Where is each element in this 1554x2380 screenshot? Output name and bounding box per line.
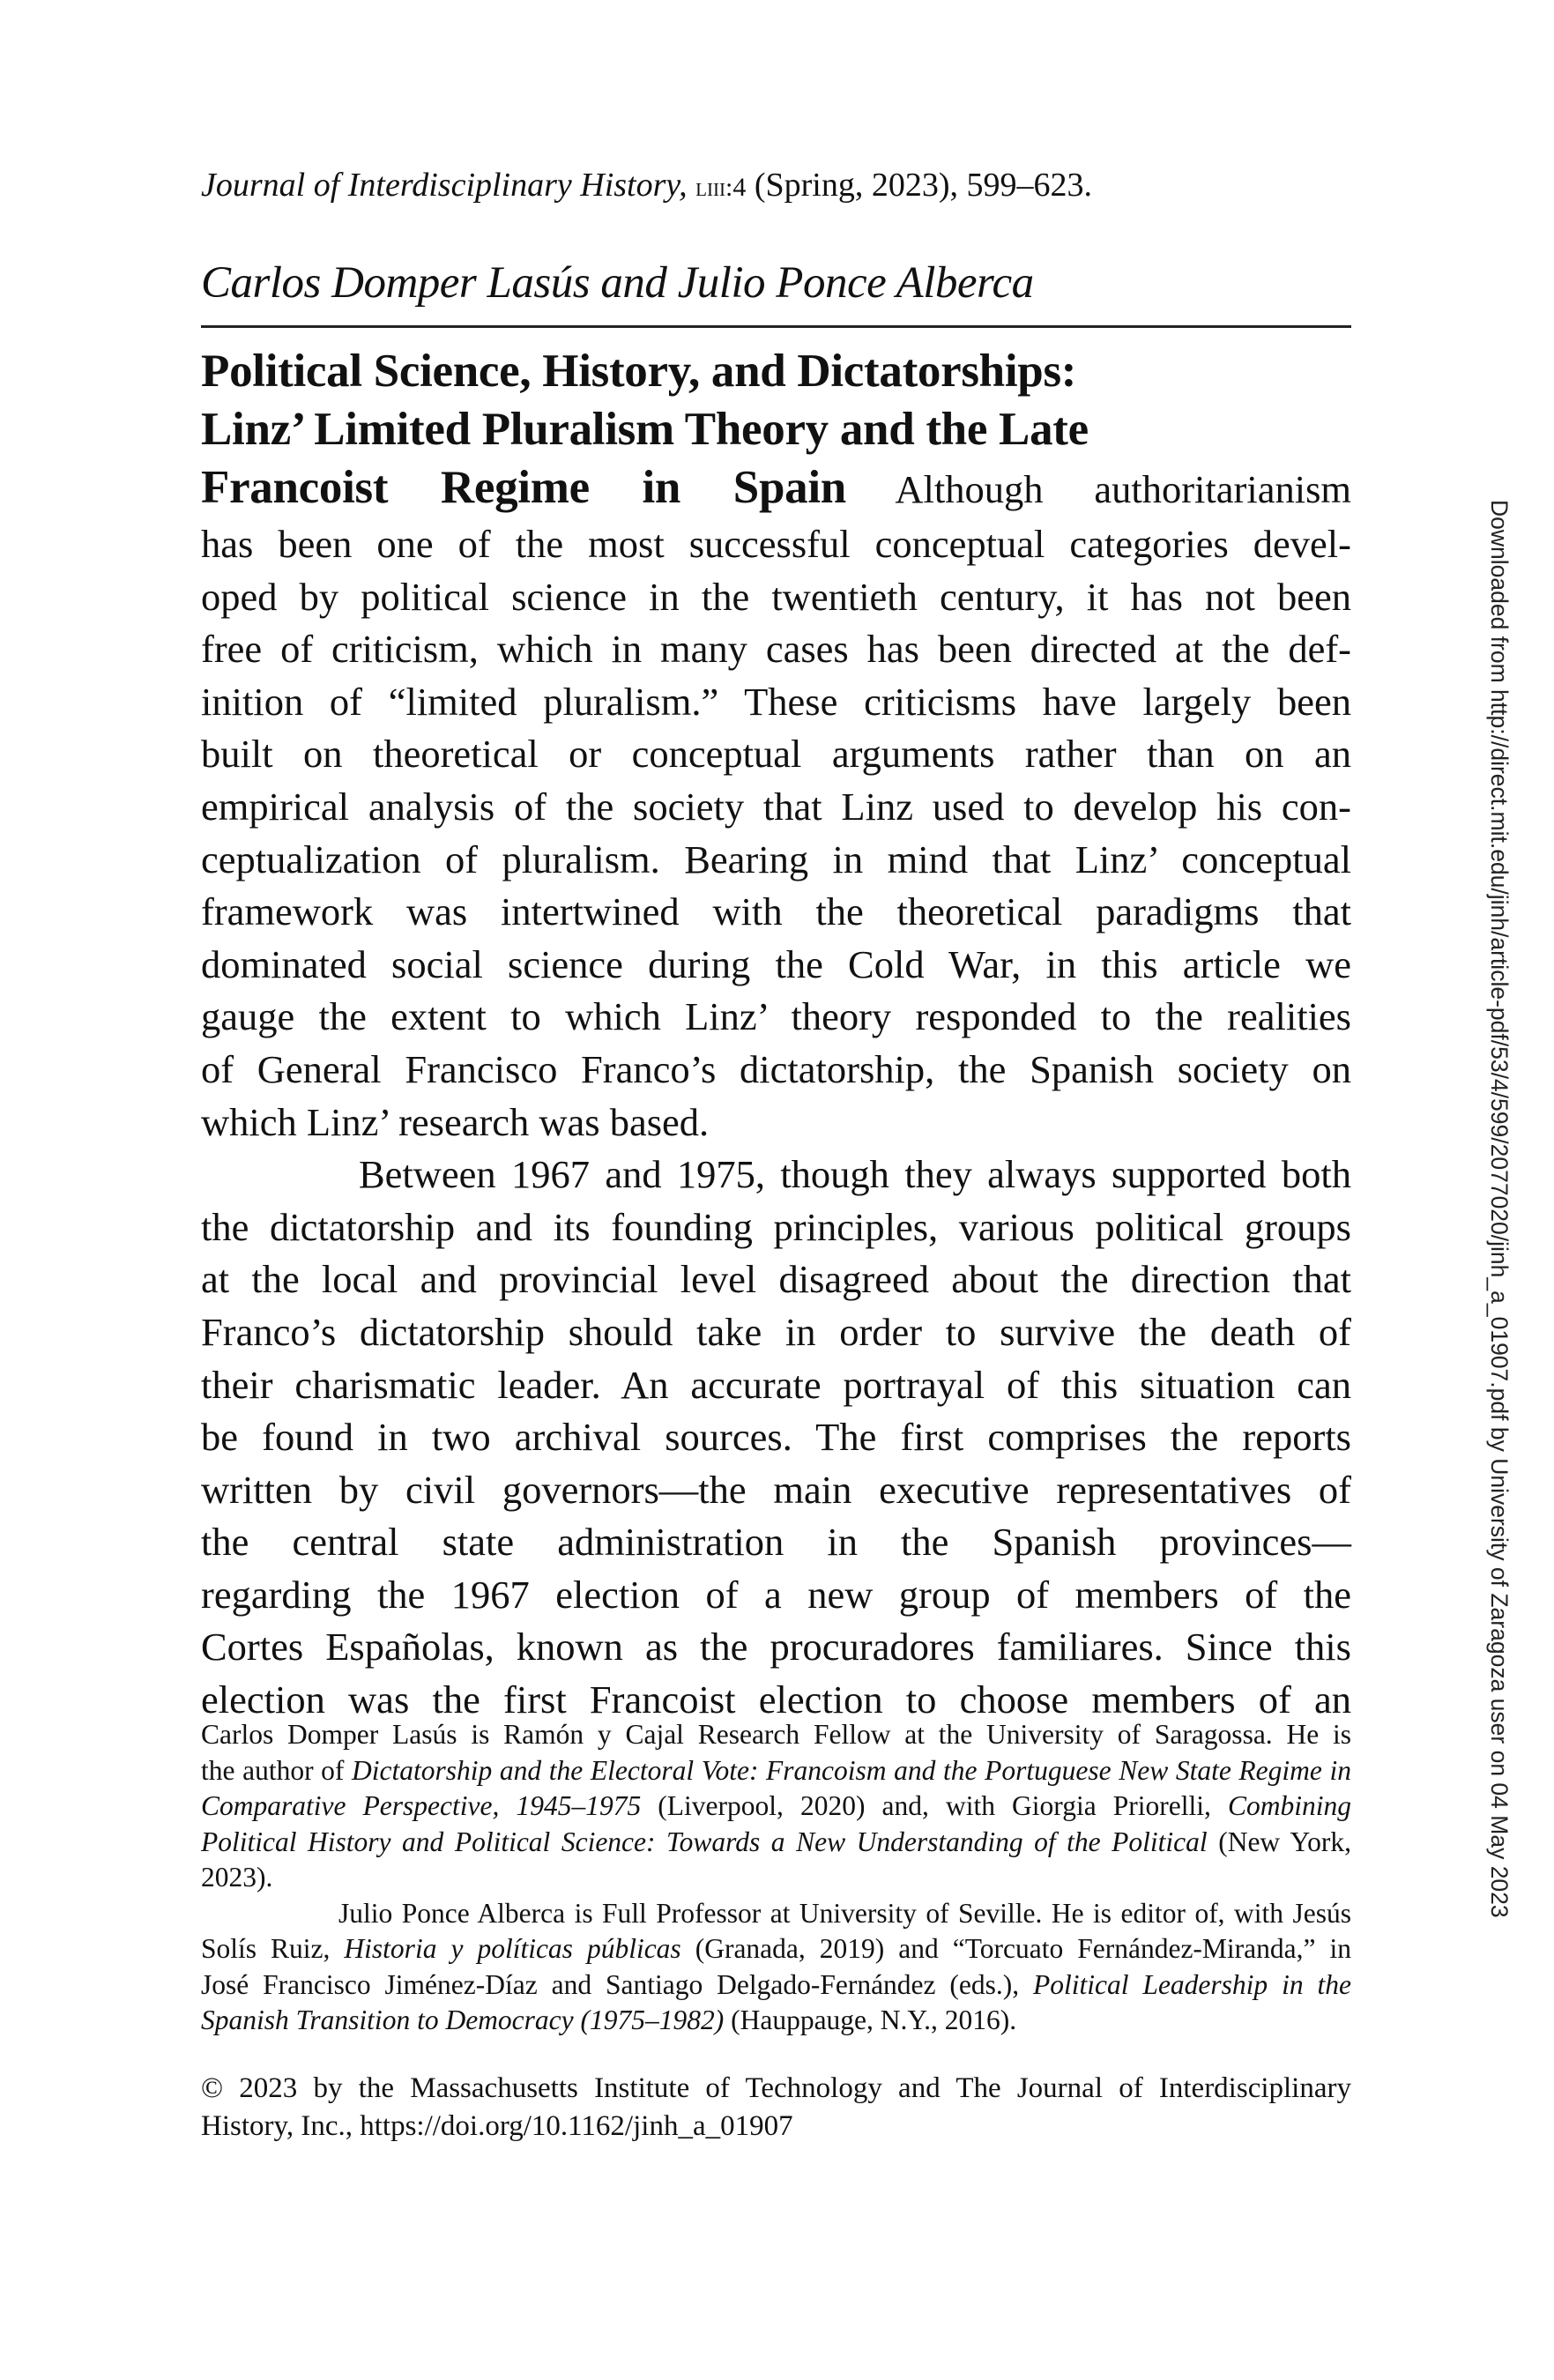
text-line: the central state administration in the Spanish provinces— <box>201 1520 1351 1565</box>
text-line: gauge the extent to which Linz’ theory responded to the realities <box>201 994 1351 1039</box>
title-divider <box>201 325 1351 328</box>
author-note-1 <box>201 1717 1351 1896</box>
text-line: built on theoretical or conceptual arguments rather than on an <box>201 732 1351 777</box>
text-span: (Granada, 2019) and “Torcuato Fernández-Miranda,” in <box>680 1933 1351 1964</box>
text-line: ceptualization of pluralism. Bearing in mind that Linz’ conceptual <box>201 837 1351 881</box>
text-line: inition of “limited pluralism.” These criticisms have largely been <box>201 679 1351 724</box>
text-line: be found in two archival sources. The first comprises the reports <box>201 1415 1351 1460</box>
doi-line: History, Inc., https://doi.org/10.1162/jinh_a_01907 <box>201 2110 793 2142</box>
article-body <box>201 342 1351 1727</box>
text-line: Carlos Domper Lasús is Ramón y Cajal Research Fellow at the University of Saragossa. He is <box>201 1719 1351 1750</box>
body-paragraph <box>201 1149 1351 1727</box>
text-line: empirical analysis of the society that Linz used to develop his con- <box>201 784 1351 829</box>
text-span: the author of <box>201 1754 353 1786</box>
text-line <box>201 1931 1351 1967</box>
text-line <box>201 2003 1351 2039</box>
journal-citation <box>201 166 1092 205</box>
text-line: dominated social science during the Cold War, in this article we <box>201 941 1351 986</box>
text-line: at the local and provincial level disagreed about the direction that <box>201 1257 1351 1302</box>
text-line <box>201 458 1351 518</box>
text-line: Franco’s dictatorship should take in order to survive the death of <box>201 1309 1351 1354</box>
author-notes <box>201 1717 1351 2039</box>
text-line: the dictatorship and its founding principles, various political groups <box>201 1204 1351 1249</box>
book-title: Combining <box>1227 1790 1351 1821</box>
text-line: regarding the 1967 election of a new group of members of the <box>201 1572 1351 1617</box>
book-title: Historia y políticas públicas <box>344 1933 681 1964</box>
text-line: free of criticism, which in many cases has been directed at the def- <box>201 627 1351 672</box>
article-title-line-1: Political Science, History, and Dictatorships: <box>201 346 1077 397</box>
text-line: Cortes Españolas, known as the procuradores familiares. Since this <box>201 1625 1351 1670</box>
abstract-paragraph <box>201 458 1351 1149</box>
copyright-notice <box>201 2070 1351 2146</box>
text-line: © 2023 by the Massachusetts Institute of Technology and The Journal of Interdisciplinary <box>201 2072 1351 2104</box>
text-span: (Hauppauge, N.Y., 2016). <box>724 2004 1017 2035</box>
text-line: of General Francisco Franco’s dictatorship, the Spanish society on <box>201 1046 1351 1091</box>
text-span: (New York, <box>1207 1826 1351 1857</box>
text-line: oped by political science in the twentieth century, it has not been <box>201 574 1351 619</box>
author-note-2 <box>201 1896 1351 2039</box>
text-line <box>201 1789 1351 1825</box>
text-line: Between 1967 and 1975, though they always supported both <box>359 1152 1351 1197</box>
text-line <box>201 1825 1351 1861</box>
text-span: Although authoritarianism <box>895 467 1352 511</box>
text-line: election was the first Francoist election to choose members of an <box>201 1677 1351 1722</box>
text-line: their charismatic leader. An accurate portrayal of this situation can <box>201 1362 1351 1407</box>
book-title: Comparative Perspective, 1945–1975 <box>201 1790 642 1821</box>
text-line: Julio Ponce Alberca is Full Professor at University of Seville. He is editor of, with Jesús <box>338 1897 1351 1929</box>
book-title: Spanish Transition to Democracy (1975–1982) <box>201 2004 725 2035</box>
journal-name: Journal of Interdisciplinary History, <box>201 167 688 204</box>
date-pages: (Spring, 2023), 599–623. <box>754 167 1092 204</box>
article-title-line-3: Francoist Regime in Spain <box>201 462 846 513</box>
text-span: Solís Ruiz, <box>201 1933 345 1964</box>
text-line: written by civil governors—the main executive representatives of <box>201 1467 1351 1512</box>
text-span: (Liverpool, 2020) and, with Giorgia Priorelli, <box>641 1790 1228 1821</box>
text-line: has been one of the most successful conceptual categories devel- <box>201 522 1351 566</box>
text-line: which Linz’ research was based. <box>201 1099 710 1144</box>
book-title: Political Leadership in the <box>1033 1968 1351 2000</box>
article-title-line-2: Linz’ Limited Pluralism Theory and the Late <box>201 404 1089 455</box>
text-line <box>201 1967 1351 2004</box>
text-span: José Francisco Jiménez-Díaz and Santiago Delgado-Fernández (eds.), <box>201 1968 1034 2000</box>
article-authors: Carlos Domper Lasús and Julio Ponce Alberca <box>201 258 1034 308</box>
book-title: Political History and Political Science: Towards a New Understanding of the Political <box>201 1826 1208 1857</box>
book-title: Dictatorship and the Electoral Vote: Francoism and the Portuguese New State Regime in <box>352 1754 1351 1786</box>
download-watermark: Downloaded from http://direct.mit.edu/jinh/article-pdf/53/4/599/2077020/jinh_a_01907.pdf by University of Zaragoza user on 04 May 2023 <box>1486 500 1513 1918</box>
text-line <box>201 1753 1351 1789</box>
volume-issue: liii:4 <box>695 173 747 202</box>
text-line: framework was intertwined with the theoretical paradigms that <box>201 889 1351 934</box>
text-line: 2023). <box>201 1862 273 1893</box>
